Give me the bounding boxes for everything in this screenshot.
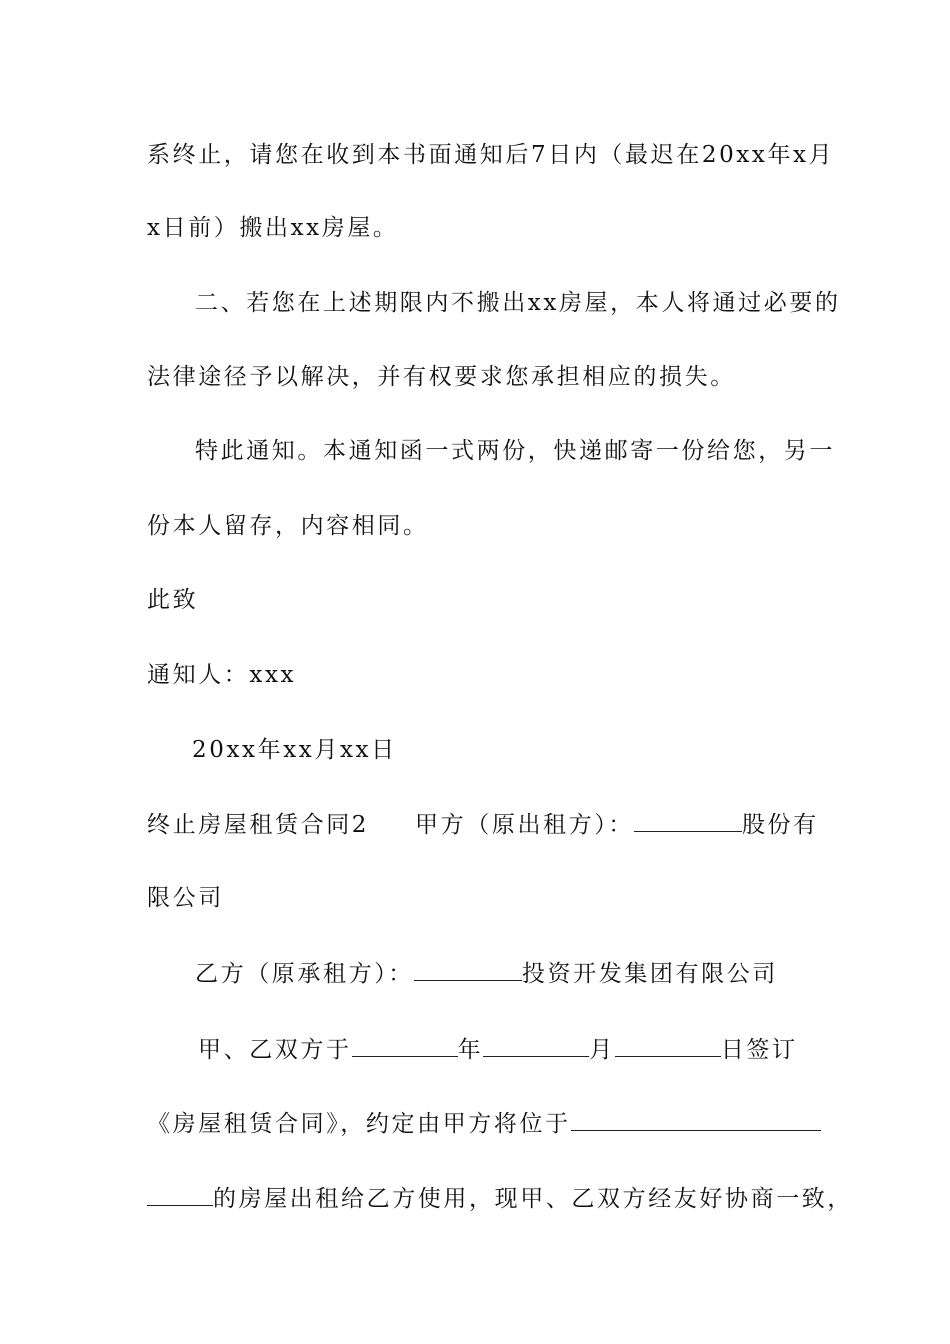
contract-name: 《房屋租赁合同》，约定由甲方将位于 — [147, 1111, 571, 1137]
closing-salutation: 此致 — [147, 587, 199, 613]
contract-name-line — [147, 1108, 821, 1139]
notice-date: 20xx年xx月xx日 — [192, 737, 397, 763]
paragraph-line: 法律途径予以解决，并有权要求您承担相应的损失。 — [147, 364, 736, 390]
month-blank — [483, 1034, 589, 1057]
party-b-label: 乙方（原承租方）： — [195, 961, 414, 987]
paragraph-line: 份本人留存，内容相同。 — [147, 513, 429, 539]
month-label: 月 — [589, 1037, 615, 1063]
sign-date-line — [198, 1034, 798, 1065]
sign-prefix: 甲、乙双方于 — [198, 1037, 352, 1063]
paragraph-line: x日前）搬出xx房屋。 — [147, 215, 399, 241]
rent-line — [147, 1183, 853, 1214]
rent-text: 的房屋出租给乙方使用，现甲、乙双方经友好协商一致， — [213, 1186, 853, 1212]
party-a-suffix: 股份有 — [741, 812, 819, 838]
party-a-blank — [634, 809, 742, 832]
paragraph-line: 限公司 — [147, 885, 224, 911]
notifier-signature: 通知人：xxx — [147, 662, 297, 688]
paragraph-line: 系终止，请您在收到本书面通知后7日内（最迟在20xx年x月 — [147, 142, 835, 168]
party-b-suffix: 投资开发集团有限公司 — [521, 961, 778, 987]
year-blank — [352, 1034, 458, 1057]
party-b-blank — [414, 958, 522, 981]
location-blank-cont — [147, 1183, 213, 1206]
contract-title: 终止房屋租赁合同2 — [147, 812, 370, 838]
contract-heading-line — [147, 809, 819, 840]
year-label: 年 — [457, 1037, 484, 1063]
party-b-line — [195, 958, 778, 989]
day-blank — [615, 1034, 721, 1057]
sign-suffix: 日签订 — [720, 1037, 798, 1063]
paragraph-line: 二、若您在上述期限内不搬出xx房屋，本人将通过必要的 — [195, 290, 841, 316]
location-blank — [571, 1108, 821, 1131]
party-a-label: 甲方（原出租方）： — [415, 812, 634, 838]
paragraph-line: 特此通知。本通知函一式两份，快递邮寄一份给您，另一 — [195, 438, 835, 464]
